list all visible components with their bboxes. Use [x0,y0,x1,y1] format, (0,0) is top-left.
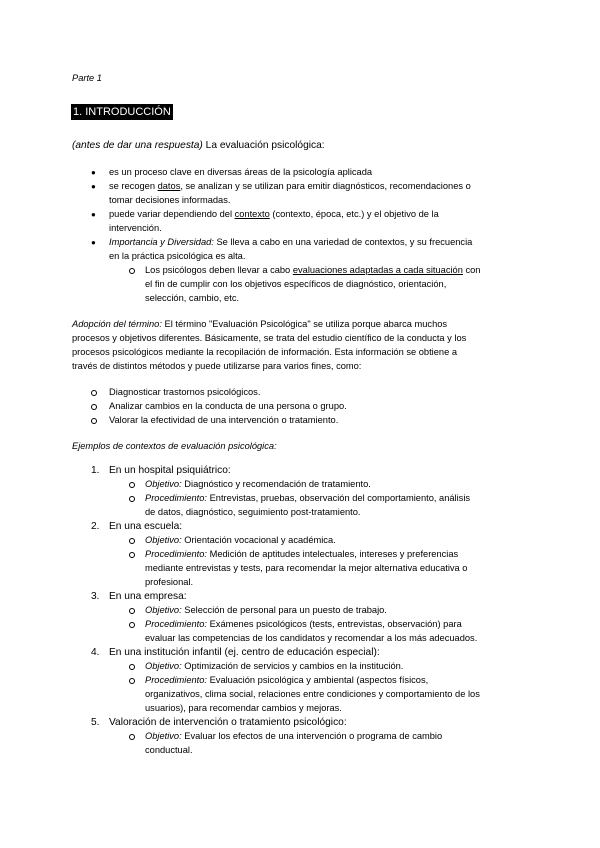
bullet-item-continuation: intervención. [109,223,162,233]
list-item: Diagnosticar trastornos psicológicos. [109,387,261,397]
bullet-item [109,208,439,222]
sub-bullet-circle-icon [129,552,135,558]
bullet-item-continuation: en la práctica psicológica es alta. [109,251,246,261]
example-title: En un hospital psiquiátrico: [109,465,231,476]
bullet-dot-icon: ● [91,168,96,177]
italic-label: Procedimiento: [145,675,208,685]
intro-text: La evaluación psicológica: [202,140,325,151]
example-procedure [145,492,470,506]
bullet-item: es un proceso clave en diversas áreas de la psicología aplicada [109,167,373,177]
italic-label: Importancia y Diversidad: [109,237,214,247]
text-span: Diagnóstico y recomendación de tratamiento. [181,479,371,489]
text-span: puede variar dependiendo del [109,209,235,219]
text-span: Se lleva a cabo en una variedad de contextos, y su frecuencia [213,237,473,247]
example-objective [145,478,371,492]
italic-label: Objetivo: [145,605,182,615]
text-span: El término "Evaluación Psicológica" se utiliza porque abarca muchos [161,319,448,329]
sub-bullet-circle-icon [129,678,135,684]
italic-label: Objetivo: [145,479,182,489]
procedure-continuation: profesional. [145,577,194,587]
examples-title: Ejemplos de contextos de evaluación psicológica: [72,441,277,451]
italic-label: Procedimiento: [145,549,208,559]
list-number: 2. [91,521,100,532]
part-label: Parte 1 [72,73,102,83]
underlined-term: datos [157,181,181,191]
bullet-dot-icon: ● [91,238,96,247]
bullet-dot-icon: ● [91,182,96,191]
text-span: (contexto, época, etc.) y el objetivo de la [269,209,439,219]
list-number: 4. [91,647,100,658]
paragraph-line: procesos psicológicos mediante la recopilación de información. Esta información se obtiene a [72,347,457,357]
procedure-continuation: evaluar las competencias de los candidatos y recomendar a los más adecuados. [145,633,478,643]
underlined-term: contexto [234,209,270,219]
example-objective [145,660,403,674]
sub-bullet-circle-icon [129,482,135,488]
sub-bullet-circle-icon [129,496,135,502]
example-procedure [145,548,458,562]
text-span: Exámenes psicológicos (tests, entrevistas, observación) para [207,619,462,629]
list-item: Analizar cambios en la conducta de una persona o grupo. [109,401,347,411]
text-span: Medición de aptitudes intelectuales, intereses y preferencias [207,549,459,559]
procedure-continuation: de datos, diagnóstico, seguimiento post-tratamiento. [145,507,361,517]
text-span: Evaluar los efectos de una intervención o programa de cambio [181,731,443,741]
text-span: con [462,265,481,275]
example-title: Valoración de intervención o tratamiento psicológico: [109,717,347,728]
sub-bullet-circle-icon [129,734,135,740]
sub-bullet-circle-icon [129,538,135,544]
text-span: se recogen [109,181,158,191]
list-number: 3. [91,591,100,602]
text-span: Evaluación psicológica y ambiental (aspectos físicos, [207,675,429,685]
text-span: Selección de personal para un puesto de trabajo. [181,605,387,615]
list-circle-icon [91,418,97,424]
example-procedure [145,674,428,688]
italic-label: Objetivo: [145,731,182,741]
bullet-item [109,180,471,194]
italic-label: Objetivo: [145,661,182,671]
list-circle-icon [91,390,97,396]
example-objective [145,534,336,548]
intro-line [72,139,325,153]
italic-label: Adopción del término: [72,319,162,329]
procedure-continuation: usuarios), para recomendar cambios y mejoras. [145,703,342,713]
sub-bullet-item [145,264,480,278]
list-number: 5. [91,717,100,728]
intro-prefix: (antes de dar una respuesta) [72,140,203,151]
example-objective [145,730,442,744]
italic-label: Procedimiento: [145,493,208,503]
example-title: En una empresa: [109,591,187,602]
list-number: 1. [91,465,100,476]
example-objective [145,604,387,618]
sub-bullet-circle-icon [129,608,135,614]
sub-bullet-continuation: el fin de cumplir con los objetivos específicos de diagnóstico, orientación, [145,279,447,289]
list-item: Valorar la efectividad de una intervención o tratamiento. [109,415,339,425]
objective-continuation: conductual. [145,745,193,755]
example-procedure [145,618,462,632]
text-span: Optimización de servicios y cambios en la institución. [181,661,404,671]
italic-label: Objetivo: [145,535,182,545]
procedure-continuation: organizativos, clima social, relaciones entre condiciones y comportamiento de los [145,689,480,699]
sub-bullet-circle-icon [129,664,135,670]
sub-bullet-continuation: selección, cambio, etc. [145,293,240,303]
paragraph-line: procesos y objetivos diferentes. Básicamente, se trata del estudio científico de la conducta y los [72,333,467,343]
bullet-item [109,236,472,250]
adoption-paragraph [72,318,447,332]
section-heading: 1. INTRODUCCIÓN [73,106,171,118]
text-span: Entrevistas, pruebas, observación del comportamiento, análisis [207,493,471,503]
underlined-term: evaluaciones adaptadas a cada situación [292,265,463,275]
list-circle-icon [91,404,97,410]
sub-bullet-circle-icon [129,622,135,628]
sub-bullet-circle-icon [129,268,135,274]
paragraph-line: través de distintos métodos y puede utilizarse para varios fines, como: [72,361,362,371]
text-span: Orientación vocacional y académica. [181,535,336,545]
bullet-item-continuation: tomar decisiones informadas. [109,195,231,205]
example-title: En una institución infantil (ej. centro de educación especial): [109,647,380,658]
text-span: Los psicólogos deben llevar a cabo [145,265,293,275]
bullet-dot-icon: ● [91,210,96,219]
example-title: En una escuela: [109,521,183,532]
italic-label: Procedimiento: [145,619,208,629]
text-span: , se analizan y se utilizan para emitir diagnósticos, recomendaciones o [180,181,471,191]
procedure-continuation: mediante entrevistas y tests, para recomendar la mejor alternativa educativa o [145,563,468,573]
